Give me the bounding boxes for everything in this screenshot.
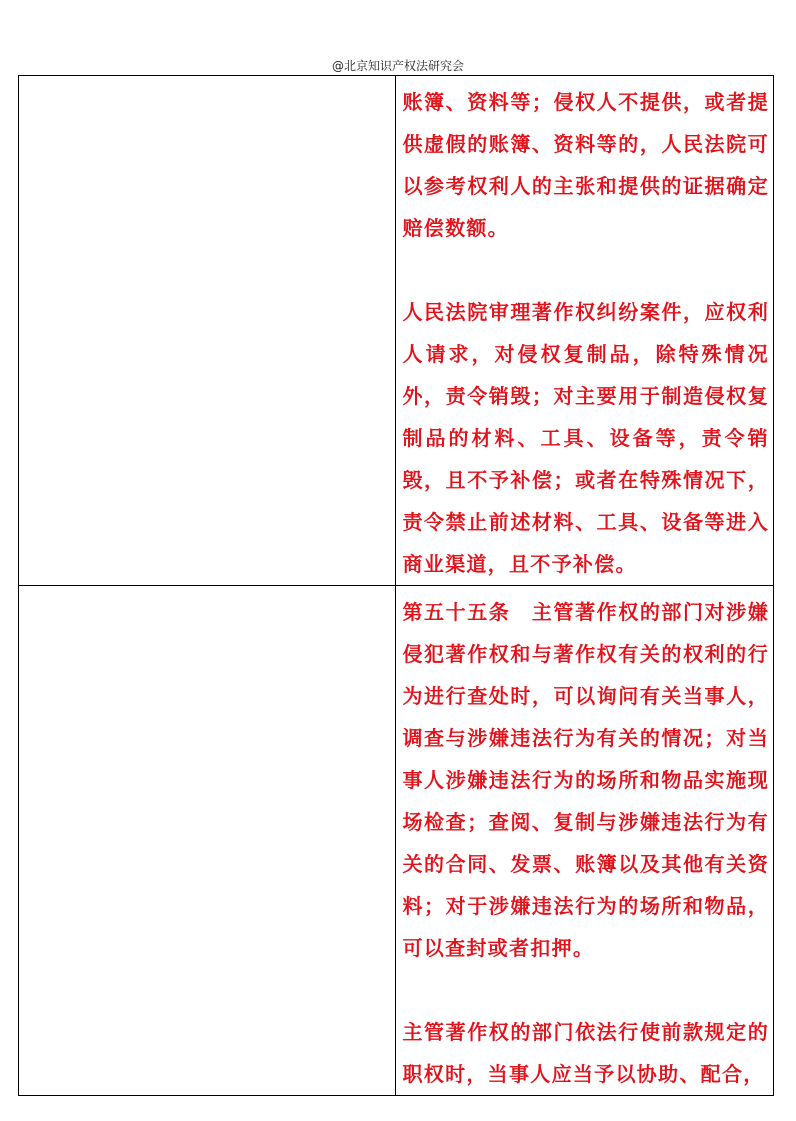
left-cell bbox=[19, 76, 396, 586]
paragraph: 账簿、资料等；侵权人不提供，或者提供虚假的账簿、资料等的，人民法院可以参考权利人的主张和提供的证据确定赔偿数额。 bbox=[402, 90, 769, 240]
paragraph: 主管著作权的部门依法行使前款规定的职权时，当事人应当予以协助、配合， bbox=[402, 1020, 769, 1086]
left-cell bbox=[19, 586, 396, 1096]
paragraph: 人民法院审理著作权纠纷案件，应权利人请求，对侵权复制品，除特殊情况外，责令销毁；对主要用于制造侵权复制品的材料、工具、设备等，责令销毁，且不予补偿；或者在特殊情况下，责令禁止前述材料、工具、设备等进入商业渠道，且不予补偿。 bbox=[402, 300, 769, 576]
right-cell bbox=[396, 76, 774, 586]
table-row bbox=[19, 76, 774, 586]
comparison-table bbox=[18, 75, 774, 1096]
right-cell bbox=[396, 586, 774, 1096]
table-row bbox=[19, 586, 774, 1096]
article-paragraph: 第五十五条 主管著作权的部门对涉嫌侵犯著作权和与著作权有关的权利的行为进行查处时，可以询问有关当事人，调查与涉嫌违法行为有关的情况；对当事人涉嫌违法行为的场所和物品实施现场检查；查阅、复制与涉嫌违法行为有关的合同、发票、账簿以及其他有关资料；对于涉嫌违法行为的场所和物品，可以查封或者扣押。 bbox=[402, 600, 769, 960]
watermark: @北京知识产权法研究会 bbox=[331, 59, 464, 73]
